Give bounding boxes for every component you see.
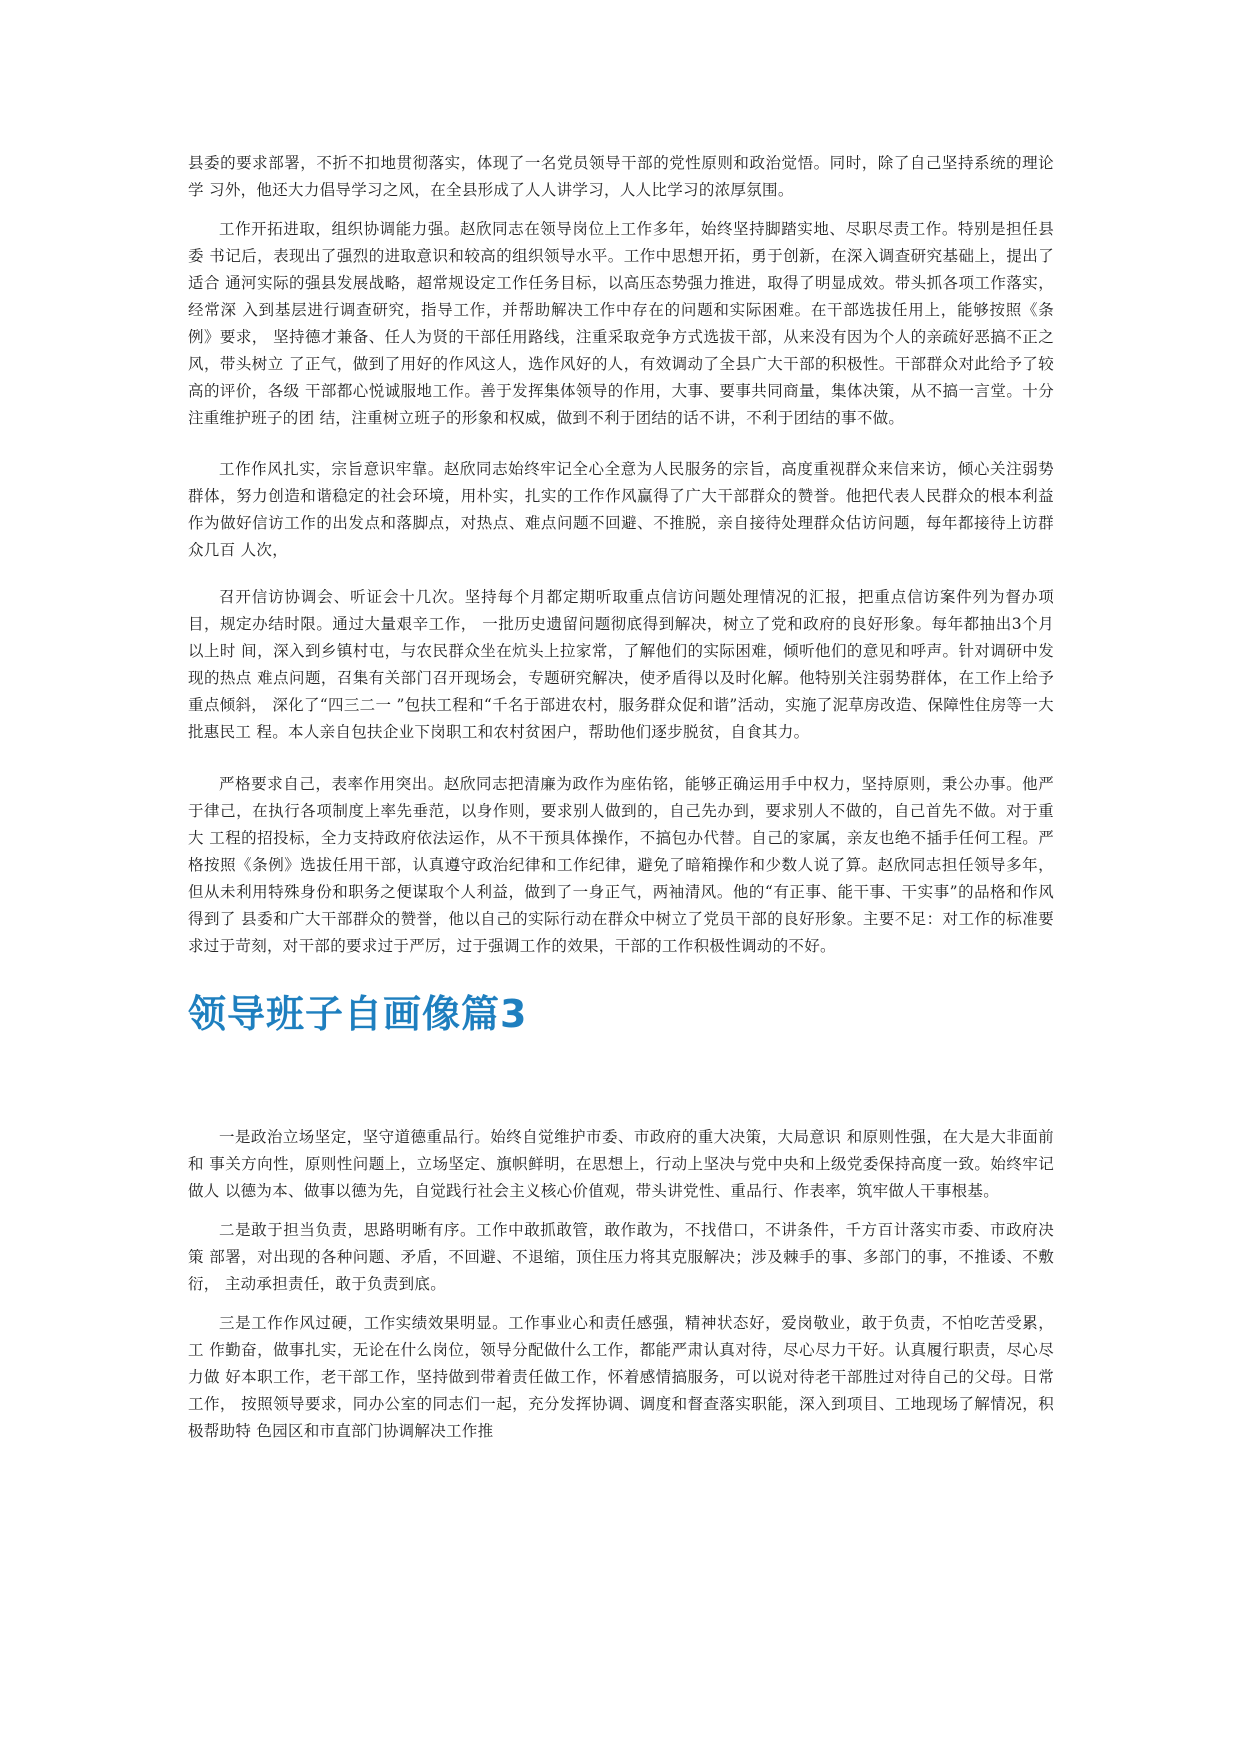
paragraph-responsibility: 二是敢于担当负责，思路明晰有序。工作中敢抓敢管，敢作敢为，不找借口，不讲条件，千方百计落实市委、市政府决策 部署，对出现的各种问题、矛盾，不回避、不退缩，顶住压力将其克服解决；涉及棘手的事、多部门的事，不推诿、不敷衍， 主动承担责任，敢于负责到底。 [188, 1221, 1054, 1293]
heading-spacer [188, 1038, 1054, 1124]
section-heading: 领导班子自画像篇3 [188, 992, 528, 1036]
paragraph-political-stance: 一是政治立场坚定，坚守道德重品行。始终自觉维护市委、市政府的重大决策，大局意识 和原则性强，在大是大非面前和 事关方向性，原则性问题上，立场坚定、旗帜鲜明，在思想上，行动上坚决与党中央和上级党委保持高度一致。始终牢记做人 以德为本、做事以德为先，自觉践行社会主义核心价值观，带头讲党性、重品行、作表率，筑牢做人干事根基。 [188, 1128, 1054, 1200]
document-page [188, 150, 1054, 1445]
paragraph-work-style: 工作作风扎实，宗旨意识牢靠。赵欣同志始终牢记全心全意为人民服务的宗旨，高度重视群众来信来访，倾心关注弱势群体，努力创造和谐稳定的社会环境，用朴实，扎实的工作作风赢得了广大干部群众的赞誉。他把代表人民群众的根本利益作为做好信访工作的出发点和落脚点，对热点、难点问题不回避、不推脱，亲自接待处理群众估访问题，每年都接待上访群众几百 人次， [188, 460, 1054, 559]
paragraph-work-results: 三是工作作风过硬，工作实绩效果明显。工作事业心和责任感强，精神状态好，爱岗敬业，敢于负责，不怕吃苦受累，工 作勤奋，做事扎实，无论在什么岗位，领导分配做什么工作，都能严肃认真对待，尽心尽力干好。认真履行职责，尽心尽力做 好本职工作，老干部工作，坚持做到带着责任做工作，怀着感情搞服务，可以说对待老干部胜过对待自己的父母。日常工作， 按照领导要求，同办公室的同志们一起，充分发挥协调、调度和督查落实职能，深入到项目、工地现场了解情况，积极帮助特 色园区和市直部门协调解决工作推 [188, 1314, 1054, 1440]
paragraph-self-discipline: 严格要求自己，表率作用突出。赵欣同志把清廉为政作为座佑铭，能够正确运用手中权力，坚持原则，秉公办事。他严于律己，在执行各项制度上率先垂范，以身作则，要求别人做到的，自己先办到，要求别人不做的，自己首先不做。对于重大 工程的招投标，全力支持政府依法运作，从不干预具体操作，不搞包办代替。自己的家属，亲友也绝不插手任何工程。严格按照《条例》选拔任用干部，认真遵守政治纪律和工作纪律，避免了暗箱操作和少数人说了算。赵欣同志担任领导多年，但从未利用特殊身份和职务之便谋取个人利益，做到了一身正气，两袖清风。他的“有正事、能干事、干实事”的品格和作风得到了 县委和广大干部群众的赞誉，他以自己的实际行动在群众中树立了党员干部的良好形象。主要不足：对工作的标准要求过于苛刻，对干部的要求过于严厉，过于强调工作的效果，干部的工作积极性调动的不好。 [188, 775, 1054, 955]
paragraph-petition-meetings: 召开信访协调会、听证会十几次。坚持每个月都定期听取重点信访问题处理情况的汇报，把重点信访案件列为督办项目，规定办结时限。通过大量艰辛工作， 一批历史遗留问题彻底得到解决，树立了党和政府的良好形象。每年都抽出3个月以上时 间，深入到乡镇村屯，与农民群众坐在炕头上拉家常，了解他们的实际困难，倾听他们的意见和呼声。针对调研中发现的热点 难点问题，召集有关部门召开现场会，专题研究解决，使矛盾得以及时化解。他特别关注弱势群体，在工作上给予重点倾斜， 深化了“四三二一 ”包扶工程和“千名于部进农村，服务群众促和谐”活动，实施了泥草房改造、保障性住房等一大批惠民工 程。本人亲自包扶企业下岗职工和农村贫困户，帮助他们逐步脱贫，自食其力。 [188, 588, 1054, 741]
paragraph-continuation: 县委的要求部署，不折不扣地贯彻落实，体现了一名党员领导干部的党性原则和政治觉悟。同时，除了自己坚持系统的理论学 习外，他还大力倡导学习之风，在全县形成了人人讲学习，人人比学习的浓厚氛围。 [188, 154, 1054, 199]
paragraph-work-initiative: 工作开拓进取，组织协调能力强。赵欣同志在领导岗位上工作多年，始终坚持脚踏实地、尽职尽责工作。特别是担任县委 书记后，表现出了强烈的进取意识和较高的组织领导水平。工作中思想开拓，勇于创新，在深入调查研究基础上，提出了适合 通河实际的强县发展战略，超常规设定工作任务目标，以高压态势强力推进，取得了明显成效。带头抓各项工作落实，经常深 入到基层进行调查研究，指导工作，并帮助解决工作中存在的问题和实际困难。在干部选拔任用上，能够按照《条例》要求， 坚持德才兼备、任人为贤的干部任用路线，注重采取竞争方式选拔干部，从来没有因为个人的亲疏好恶搞不正之风，带头树立 了正气，做到了用好的作风这人，选作风好的人，有效调动了全县广大干部的积极性。干部群众对此给予了较高的评价，各级 干部都心悦诚服地工作。善于发挥集体领导的作用，大事、要事共同商量，集体决策，从不搞一言堂。十分注重维护班子的团 结，注重树立班子的形象和权威，做到不利于团结的话不讲，不利于团结的事不做。 [188, 220, 1054, 427]
